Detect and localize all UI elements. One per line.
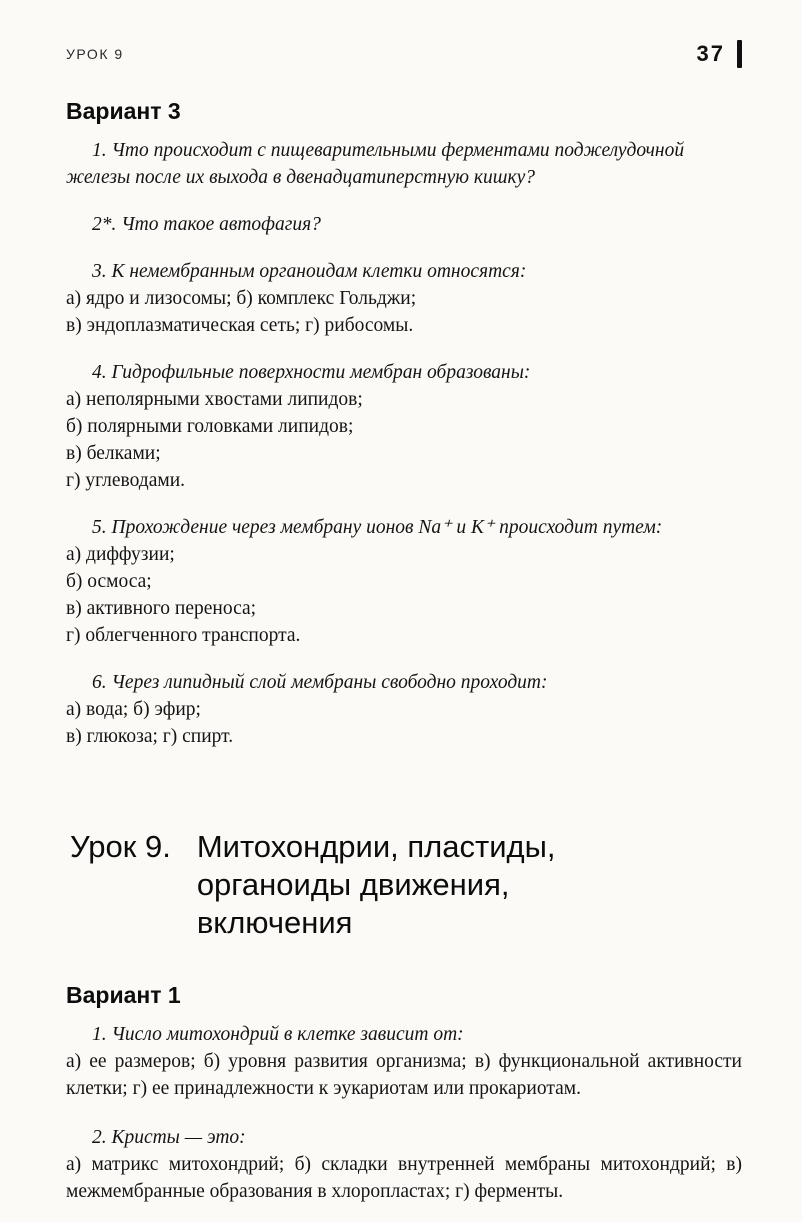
page-number: 37 bbox=[696, 41, 725, 66]
v3-question-1 bbox=[66, 137, 742, 191]
answer-option-line: г) углеводами. bbox=[66, 470, 185, 491]
v1-question-1 bbox=[66, 1021, 742, 1102]
lesson-9-title: Митохондрии, пластиды, органоиды движения, включения bbox=[196, 829, 556, 940]
v3-question-3 bbox=[66, 258, 742, 339]
question-stem: 5. Прохождение через мембрану ионов Na⁺ и К⁺ происходит путем: bbox=[92, 517, 663, 538]
answer-option-line: г) облегченного транспорта. bbox=[66, 625, 301, 646]
answer-option-line: а) вода; б) эфир; bbox=[66, 699, 201, 720]
section-gap bbox=[66, 770, 742, 806]
answer-option-line: в) белками; bbox=[66, 443, 161, 464]
answer-option-line: в) глюкоза; г) спирт. bbox=[66, 726, 234, 747]
running-header-lesson: УРОК 9 bbox=[66, 46, 124, 62]
answer-option-line: б) полярными головками липидов; bbox=[66, 416, 354, 437]
v1-question-2 bbox=[66, 1124, 742, 1205]
v3-question-4 bbox=[66, 359, 742, 494]
running-header bbox=[66, 40, 742, 68]
question-stem: 4. Гидрофильные поверхности мембран образованы: bbox=[92, 362, 531, 383]
v3-question-2 bbox=[66, 211, 742, 238]
answer-option-line: в) активного переноса; bbox=[66, 598, 257, 619]
answer-option-line: в) эндоплазматическая сеть; г) рибосомы. bbox=[66, 315, 414, 336]
answer-options-paragraph: а) ее размеров; б) уровня развития организма; в) функциональной активности клетки; г) ее принадлежности к эукариотам или прокариотам. bbox=[66, 1051, 742, 1099]
running-header-right bbox=[697, 40, 742, 68]
question-stem: 2*. Что такое автофагия? bbox=[92, 214, 321, 235]
v3-question-5 bbox=[66, 514, 742, 649]
question-stem: 6. Через липидный слой мембраны свободно проходит: bbox=[92, 672, 548, 693]
page-edge-bar bbox=[737, 40, 742, 68]
question-stem: 2. Кристы — это: bbox=[92, 1127, 246, 1148]
question-stem: 1. Число митохондрий в клетке зависит от: bbox=[92, 1024, 464, 1045]
answer-option-line: а) диффузии; bbox=[66, 544, 175, 565]
answer-options-paragraph: а) матрикс митохондрий; б) складки внутренней мембраны митохондрий; в) межмембранные образования в хлоропластах; г) ферменты. bbox=[66, 1154, 742, 1202]
answer-option-line: а) ядро и лизосомы; б) комплекс Гольджи; bbox=[66, 288, 417, 309]
variant-3-title: Вариант 3 bbox=[66, 98, 181, 124]
lesson-9-heading bbox=[70, 828, 742, 942]
question-stem: 1. Что происходит с пищеварительными ферментами поджелудочной железы после их выхода в двенадцатиперстную кишку? bbox=[66, 140, 685, 188]
answer-option-line: б) осмоса; bbox=[66, 571, 152, 592]
variant-1-title: Вариант 1 bbox=[66, 982, 181, 1008]
lesson-9-label: Урок 9. bbox=[70, 829, 171, 864]
v3-question-6 bbox=[66, 669, 742, 750]
answer-option-line: а) неполярными хвостами липидов; bbox=[66, 389, 363, 410]
question-stem: 3. К немембранным органоидам клетки относятся: bbox=[92, 261, 527, 282]
